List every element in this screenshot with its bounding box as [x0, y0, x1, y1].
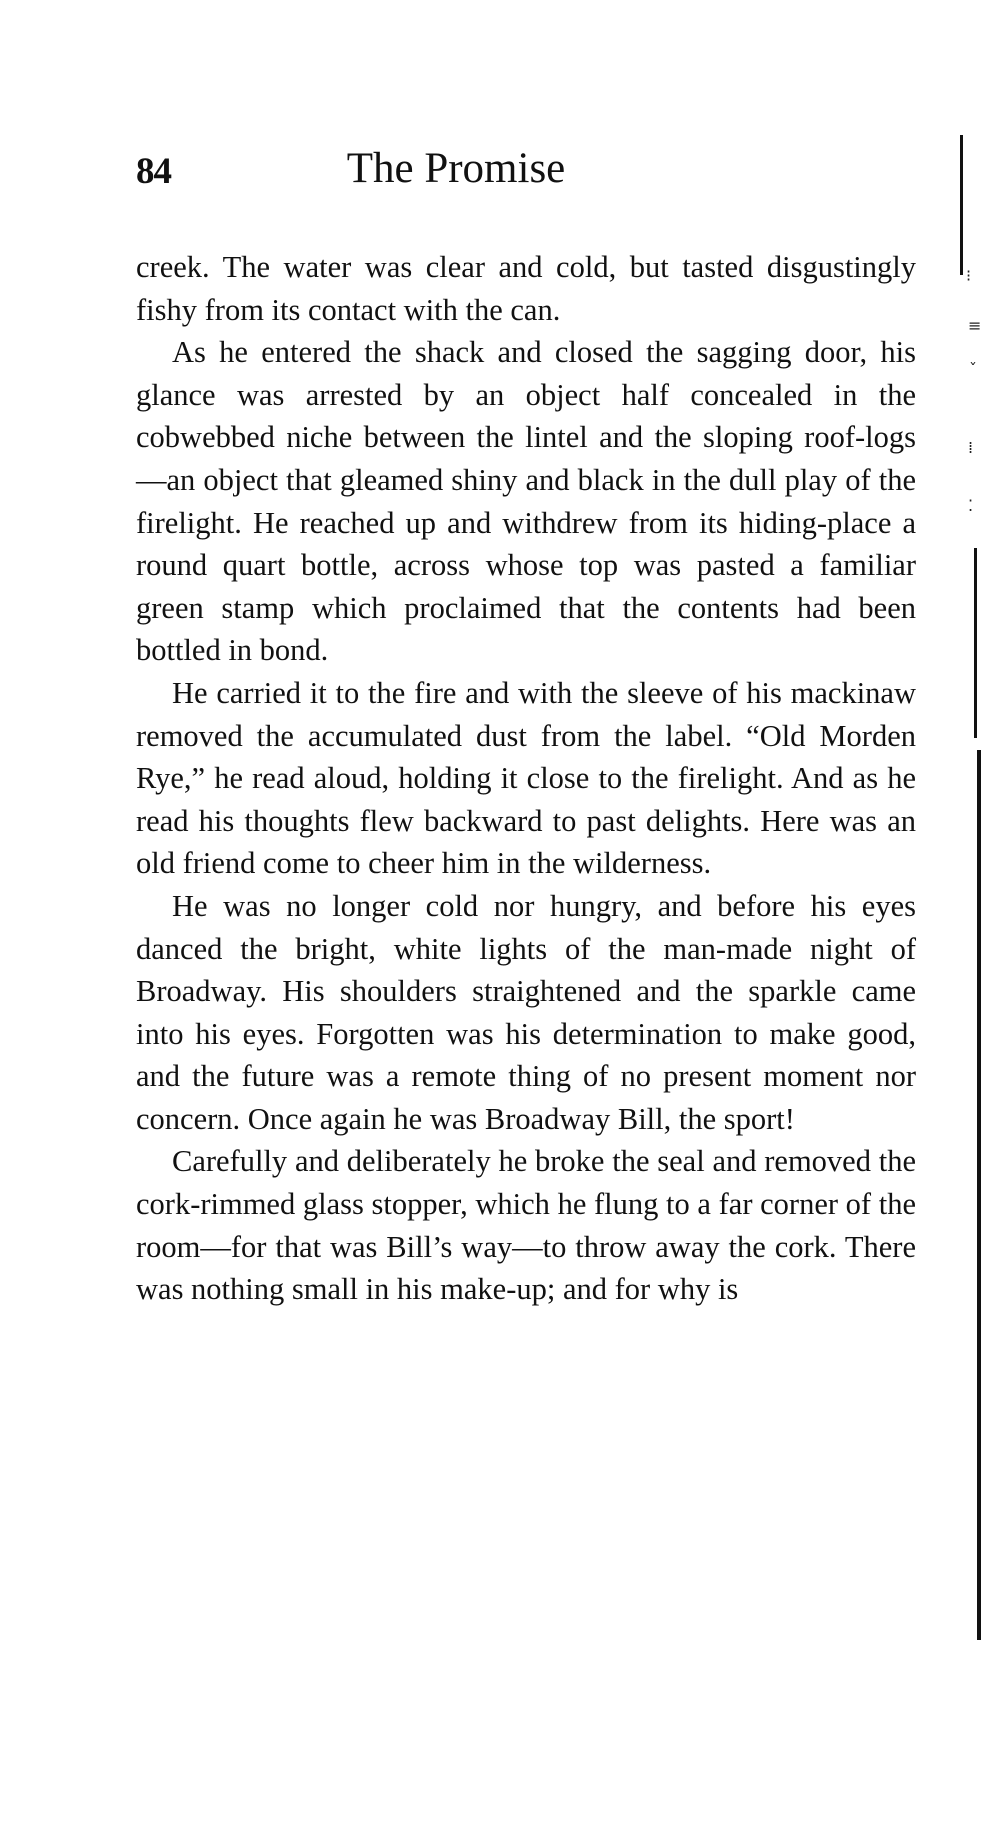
- scan-edge-mark: ≡: [968, 316, 982, 335]
- page-number: 84: [136, 151, 171, 192]
- paragraph: As he entered the shack and closed the sagging door, his glance was arrested by an object half concealed in the cobwebbed niche between the lintel and the sloping roof-logs—an object that gleamed shiny and black in the dull play of the firelight. He reached up and withdrew from its hiding-place a round quart bottle, across whose top was pasted a familiar green stamp which proclaimed that the contents had been bottled in bond.: [136, 335, 916, 668]
- paragraph: He carried it to the fire and with the sleeve of his mackinaw removed the accumulated dust from the label. “Old Morden Rye,” he read aloud, holding it close to the firelight. And as he read his thoughts flew backward to past delights. Here was an old friend come to cheer him in the wilderness.: [136, 675, 916, 881]
- body-text: [136, 246, 916, 1311]
- running-title: The Promise: [346, 145, 566, 192]
- paragraph: He was no longer cold nor hungry, and before his eyes danced the bright, white lights of the man-made night of Broadway. His shoulders straightened and the sparkle came into his eyes. Forgotten was his determination to make good, and the future was a remote thing of no present moment nor concern. Once again he was Broadway Bill, the sport!: [136, 888, 916, 1136]
- scan-edge-mark: ⁚: [968, 496, 974, 515]
- paragraph: Carefully and deliberately he broke the seal and removed the cork-rimmed glass stopper, which he flung to a far corner of the room—for that was Bill’s way—to throw away the cork. There was nothing small in his make-up; and for why is: [136, 1144, 916, 1307]
- scan-edge-mark: ˇ: [969, 360, 977, 379]
- scan-edge-line-lower: [977, 750, 981, 1640]
- paragraph: creek. The water was clear and cold, but tasted disgustingly fishy from its contact with the can.: [136, 250, 916, 327]
- scan-edge-mark: ⁞: [968, 438, 974, 457]
- scan-edge-line-middle: [974, 548, 977, 738]
- scan-edge-mark: ⁝: [966, 266, 972, 285]
- page-header: [136, 145, 916, 210]
- scan-edge-line-upper: [960, 135, 963, 275]
